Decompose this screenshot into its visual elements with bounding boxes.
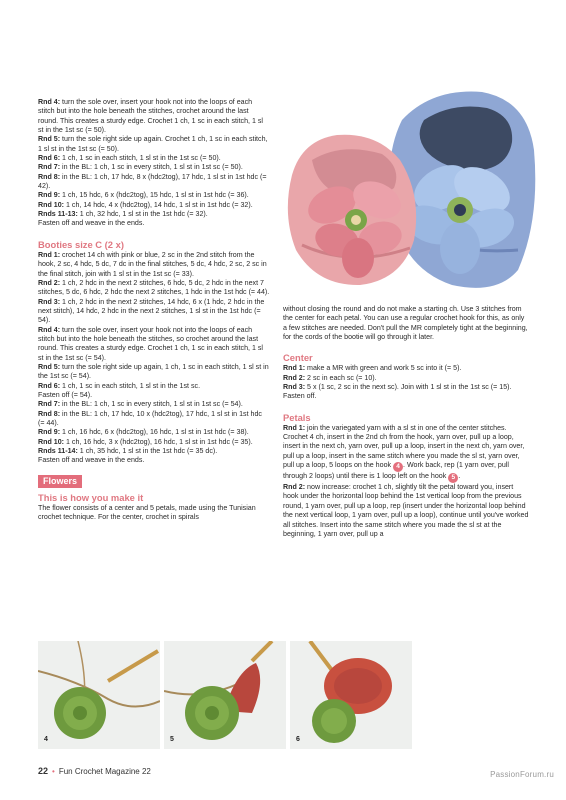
right-column: [283, 305, 529, 539]
center-rnd-1: Rnd 1: make a MR with green and work 5 sc into it (= 5).: [283, 364, 462, 373]
c-fasten-off: Fasten off and weave in the ends.: [38, 456, 145, 465]
petals-heading: Petals: [283, 411, 311, 423]
center-heading: Center: [283, 352, 313, 364]
rnds-11-13: Rnds 11-13: 1 ch, 32 hdc, 1 sl st in the 1st hdc (= 32).: [38, 210, 208, 219]
rnd-7: Rnd 7: in the BL: 1 ch, 1 sc in every stitch, 1 sl st in 1st sc (= 50).: [38, 163, 243, 172]
c-rnd-7: Rnd 7: in the BL: 1 ch, 1 sc in every stitch, 1 sl st in 1st sc (= 54).: [38, 400, 243, 409]
left-column: [38, 98, 270, 522]
rnd-4: Rnd 4: turn the sole over, insert your hook not into the loops of each stitch but into the hole beneath the stitches, crochet around the last round. This creates a sturdy edge. Crochet 1 ch, 1 sc in each stitch, 1 sl st in the 1st sc (= 50).: [38, 98, 264, 135]
rnd-8: Rnd 8: in the BL: 1 ch, 17 hdc, 8 x (hdc2tog), 17 hdc, 1 sl st in 1st hdc (= 42).: [38, 172, 267, 191]
c-rnds-11-14: Rnds 11-14: 1 ch, 35 hdc, 1 sl st in the 1st hdc (= 35 dc).: [38, 447, 218, 456]
step-badge-4: 4: [393, 462, 403, 472]
flowers-tag: Flowers: [38, 475, 82, 488]
size-c-heading: Booties size C (2 x): [38, 238, 124, 250]
booties-photo: [282, 80, 540, 300]
step-photo-4-label: 4: [44, 736, 48, 743]
pink-bootie: [288, 135, 416, 285]
step-badge-5: 5: [448, 473, 458, 483]
rnd-6: Rnd 6: 1 ch, 1 sc in each stitch, 1 sl st in the 1st sc (= 50).: [38, 154, 221, 163]
c-rnd-3: Rnd 3: 1 ch, 2 hdc in the next 2 stitches, 14 hdc, 6 x (1 hdc, 2 hdc in the next stitch), 14 hdc, 2 hdc in the next 2 stitches, 1 sl st in the 1st hdc (= 54).: [38, 297, 265, 325]
petals-rnd-1: Rnd 1: join the variegated yarn with a sl st in one of the center stitches. Crochet 4 ch, insert in the 2nd ch from the hook, yarn over, pull up a loop, insert in the next ch, yarn over, pull up a loop, insert in the next ch, yarn over, pull up a loop, insert in the same stitch where you made the sl st, yarn over, pull up a loop, 5 loops on the hook 4 . Work back, rep (1 yarn over, pull through 2 loops) until there is 1 loop left on the hook 5 .: [283, 423, 525, 482]
step-photo-4: [38, 641, 160, 749]
c-rnd-1: Rnd 1: crochet 14 ch with pink or blue, 2 sc in the 2nd stitch from the hook, 2 sc, 4 hdc, 5 dc, 7 dc in the final stitches, 5 dc, 4 hdc, 2 sc, 2 sc in the final stitch, join with 1 sl st in the 1st sc (= 33).: [38, 250, 267, 278]
petals-rnd-2: Rnd 2: now increase: crochet 1 ch, slightly tilt the petal toward you, insert hook under the horizontal loop behind the 1st vertical loop from the previous round, 1 yarn over, pull up a loop, rep (insert under the horizontal loop behind the next vertical loop, 1 yarn over, pull up a loop), continue until you've worked all stitches. Insert into the same stitch where you made the sl st at the beginning, 1 yarn over, pull up a: [283, 483, 529, 538]
rnd-10: Rnd 10: 1 ch, 14 hdc, 4 x (hdc2tog), 14 hdc, 1 sl st in 1st hdc (= 32).: [38, 200, 253, 209]
make-text: The flower consists of a center and 5 petals, made using the Tunisian crochet technique. For the center, crochet in spirals: [38, 503, 256, 522]
step-photo-6-label: 6: [296, 736, 300, 743]
step-photo-5-label: 5: [170, 736, 174, 743]
c-rnd-5: Rnd 5: turn the sole right side up again, 1 ch, 1 sc in each stitch, 1 sl st in the 1st sc (= 54).: [38, 362, 269, 381]
center-rnd-3: Rnd 3: 5 x (1 sc, 2 sc in the next sc). Join with 1 sl st in the 1st sc (= 15). Fasten off.: [283, 383, 512, 401]
c-rnd-4: Rnd 4: turn the sole over, insert your hook not into the loops of each stitch but into the hole beneath the stitches, so crochet around the last round. This creates a sturdy edge. Crochet 1 ch, 1 sc in each stitch, 1 sl st in the 1st sc (= 54).: [38, 325, 264, 362]
c-rnd-6: Rnd 6: 1 ch, 1 sc in each stitch, 1 sl st in the 1st sc.: [38, 381, 201, 390]
intro-text: without closing the round and do not make a starting ch. Use 3 stitches from the center for each petal. You can use a regular crochet hook for this, as only a few stitches are needed. Don't pull the MR completely tight at the beginning, for the cords of the bootie will go through it later.: [283, 305, 528, 342]
c-rnd-8: Rnd 8: in the BL: 1 ch, 17 hdc, 10 x (hdc2tog), 17 hdc, 1 sl st in 1st hdc (= 44).: [38, 409, 262, 427]
fasten-off: Fasten off and weave in the ends.: [38, 219, 145, 228]
make-heading: This is how you make it: [38, 491, 144, 503]
rnd-9: Rnd 9: 1 ch, 15 hdc, 6 x (hdc2tog), 15 hdc, 1 sl st in 1st hdc (= 36).: [38, 191, 249, 200]
c-rnd-10: Rnd 10: 1 ch, 16 hdc, 3 x (hdc2tog), 16 hdc, 1 sl st in 1st hdc (= 35).: [38, 437, 253, 446]
step-photo-6: [290, 641, 412, 749]
rnd-5: Rnd 5: turn the sole right side up again. Crochet 1 ch, 1 sc in each stitch, 1 sl st in the 1st sc (= 50).: [38, 135, 268, 153]
center-rnd-2: Rnd 2: 2 sc in each sc (= 10).: [283, 373, 377, 382]
step-photo-5: [164, 641, 286, 749]
magazine-name: Fun Crochet Magazine 22: [58, 767, 151, 776]
c-rnd-2: Rnd 2: 1 ch, 2 hdc in the next 2 stitches, 6 hdc, 5 dc, 2 hdc in the next 7 stitches, 5 dc, 6 hdc, 2 hdc the next 2 stitches, 1 hdc in the 1st hdc (= 44).: [38, 278, 270, 297]
footer-bullet: •: [52, 767, 55, 776]
page-footer: [38, 766, 151, 776]
watermark: PassionForum.ru: [490, 770, 554, 779]
c-rnd-6-fasten: Fasten off (= 54).: [38, 390, 93, 399]
c-rnd-9: Rnd 9: 1 ch, 16 hdc, 6 x (hdc2tog), 16 hdc, 1 sl st in 1st hdc (= 38).: [38, 428, 249, 437]
page-number: 22: [38, 766, 49, 776]
